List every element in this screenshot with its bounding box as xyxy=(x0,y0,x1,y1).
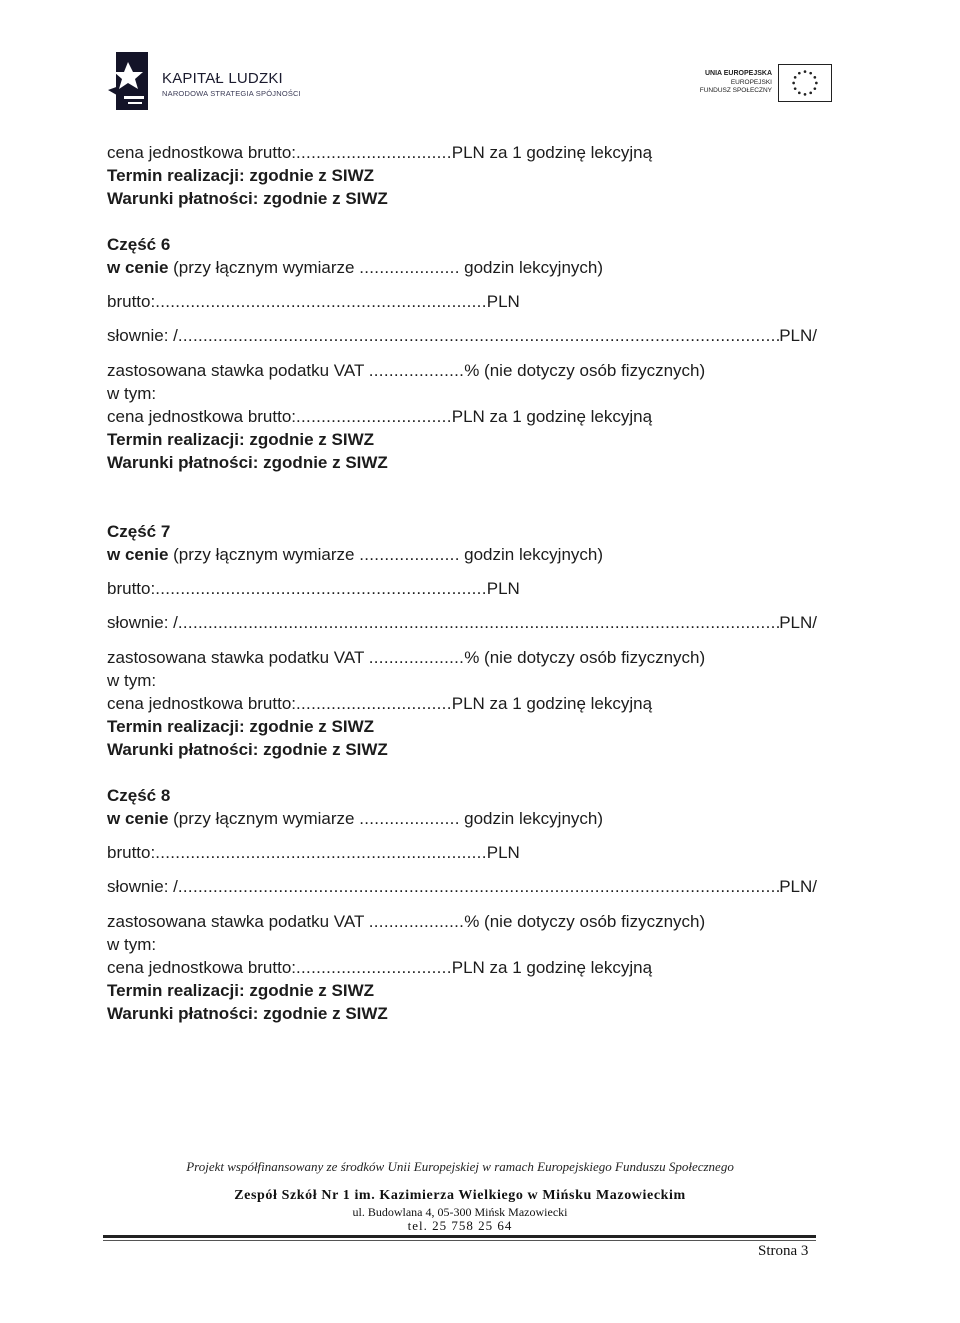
logo-title: KAPITAŁ LUDZKI xyxy=(162,70,283,87)
part-7-cena-line: cena jednostkowa brutto:...............................PLN za 1 godzinę lekcyjną xyxy=(107,694,653,713)
part-8-title: Część 8 xyxy=(107,786,171,805)
part-7-wymiar-line: w cenie (przy łącznym wymiarze .................... godzin lekcyjnych) xyxy=(107,545,604,564)
part-7-title: Część 7 xyxy=(107,522,171,541)
footer-school-name: Zespół Szkół Nr 1 im. Kazimierza Wielkiego w Mińsku Mazowieckim xyxy=(234,1188,686,1203)
logo-subtitle: NARODOWA STRATEGIA SPÓJNOŚCI xyxy=(162,89,301,98)
part-6-title: Część 6 xyxy=(107,235,171,254)
footer-rule-thin xyxy=(103,1240,816,1241)
part-7-wtym: w tym: xyxy=(107,671,157,690)
part-6-brutto-line: brutto:..................................................................PLN xyxy=(107,292,520,311)
eu-line-2: EUROPEJSKI xyxy=(730,78,772,86)
part-8-wymiar-line: w cenie (przy łącznym wymiarze .................... godzin lekcyjnych) xyxy=(107,809,604,828)
eu-line-1: UNIA EUROPEJSKA xyxy=(704,70,772,77)
part-7-brutto-line: brutto:..................................................................PLN xyxy=(107,579,520,598)
part-6-termin: Termin realizacji: zgodnie z SIWZ xyxy=(107,430,375,449)
part-6-vat-line: zastosowana stawka podatku VAT ...................% (nie dotyczy osób fizycznych) xyxy=(107,361,706,380)
part-8-brutto-line: brutto:..................................................................PLN xyxy=(107,843,520,862)
part-6-wymiar-line: w cenie (przy łącznym wymiarze .................... godzin lekcyjnych) xyxy=(107,258,604,277)
top-warunki: Warunki płatności: zgodnie z SIWZ xyxy=(107,189,388,208)
eu-label xyxy=(700,70,772,96)
part-8-cena-line: cena jednostkowa brutto:...............................PLN za 1 godzinę lekcyjną xyxy=(107,958,653,977)
part-6-wtym: w tym: xyxy=(107,384,157,403)
page-number: Strona 3 xyxy=(758,1243,809,1259)
part-7-termin: Termin realizacji: zgodnie z SIWZ xyxy=(107,717,375,736)
kapital-ludzki-emblem-icon xyxy=(108,52,150,110)
eu-flag-icon xyxy=(778,64,832,102)
part-6-slownie-line: słownie: / ..... PLN/ xyxy=(107,325,817,346)
part-7-vat-line: zastosowana stawka podatku VAT ...................% (nie dotyczy osób fizycznych) xyxy=(107,648,706,667)
top-cena-line: cena jednostkowa brutto:...............................PLN za 1 godzinę lekcyjną xyxy=(107,143,653,162)
part-8-termin: Termin realizacji: zgodnie z SIWZ xyxy=(107,981,375,1000)
footer-project-note: Projekt współfinansowany ze środków Unii Europejskiej w ramach Europejskiego Funduszu Społecznego xyxy=(186,1159,734,1174)
part-8-vat-line: zastosowana stawka podatku VAT ...................% (nie dotyczy osób fizycznych) xyxy=(107,912,706,931)
top-termin: Termin realizacji: zgodnie z SIWZ xyxy=(107,166,375,185)
footer-address: ul. Budowlana 4, 05-300 Mińsk Mazowiecki xyxy=(352,1205,568,1219)
footer-phone: tel. 25 758 25 64 xyxy=(407,1218,513,1233)
part-7-warunki: Warunki płatności: zgodnie z SIWZ xyxy=(107,740,388,759)
kapital-ludzki-logo xyxy=(108,52,308,112)
part-6-cena-line: cena jednostkowa brutto:...............................PLN za 1 godzinę lekcyjną xyxy=(107,407,653,426)
footer-rule xyxy=(103,1235,816,1238)
eu-line-3: FUNDUSZ SPOŁECZNY xyxy=(699,87,772,95)
part-6-warunki: Warunki płatności: zgodnie z SIWZ xyxy=(107,453,388,472)
part-7-slownie-line: słownie: / ..... PLN/ xyxy=(107,612,817,633)
part-8-warunki: Warunki płatności: zgodnie z SIWZ xyxy=(107,1004,388,1023)
part-8-slownie-line: słownie: / ..... PLN/ xyxy=(107,876,817,897)
part-8-wtym: w tym: xyxy=(107,935,157,954)
